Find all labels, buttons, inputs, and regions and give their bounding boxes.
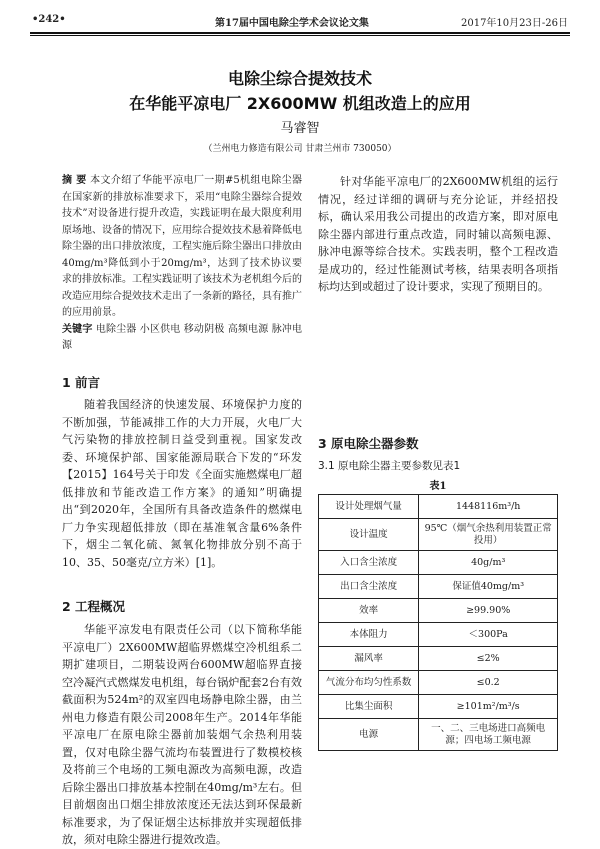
param-name-cell: 设计温度 bbox=[319, 519, 419, 551]
param-value-cell: 40g/m³ bbox=[419, 551, 558, 575]
table-row bbox=[319, 519, 558, 551]
conference-date: 2017年10月23日-26日 bbox=[460, 18, 568, 29]
param-value-cell: 一、二、三电场进口高频电源；四电场工频电源 bbox=[419, 719, 558, 751]
param-value-cell: ≥101m²/m³/s bbox=[419, 695, 558, 719]
param-value-cell: 保证值40mg/m³ bbox=[419, 575, 558, 599]
param-value-cell: ≥99.90% bbox=[419, 599, 558, 623]
param-name-cell: 出口含尘浓度 bbox=[319, 575, 419, 599]
keywords-label: 关键字 bbox=[62, 323, 93, 335]
param-value-cell: 1448116m³/h bbox=[419, 495, 558, 519]
table-row bbox=[319, 623, 558, 647]
table-row bbox=[319, 719, 558, 751]
journal-title: 第17届中国电除尘学术会议论文集 bbox=[215, 18, 369, 29]
section-2-paragraph: 华能平凉发电有限责任公司（以下简称华能平凉电厂）2X600MW超临界燃煤空冷机组系二期扩建项目，二期装设两台600MW超临界直接空冷凝汽式燃煤发电机组，每台锅炉配套2台有效截面积为524m²的双室四电场静电除尘器，由兰州电力修造有限公司2008年生产。2014年华能平凉电厂在原电除尘器前加装烟气余热利用装置，仅对电除尘器气流均布装置进行了数模校核及将前三个电场的工频电源改为高频电源，改造后除尘器出口排放基本控制在40mg/m³左右。但目前烟囱出口烟尘排放浓度还无法达到环保最新标准要求，为了保证烟尘达标排放并实现超低排放，须对电除尘器进行提效改造。 bbox=[62, 623, 302, 846]
header-rule bbox=[30, 32, 570, 34]
param-value-cell: 95℃（烟气余热利用装置正常投用） bbox=[419, 519, 558, 551]
param-name-cell: 比集尘面积 bbox=[319, 695, 419, 719]
param-name-cell: 本体阻力 bbox=[319, 623, 419, 647]
param-name-cell: 气流分布均匀性系数 bbox=[319, 671, 419, 695]
table-row bbox=[319, 647, 558, 671]
table-row bbox=[319, 495, 558, 519]
section-2-body-left bbox=[62, 621, 302, 846]
section-2-paragraph-2: 针对华能平凉电厂的2X600MW机组的运行情况，经过详细的调研与充分论证，并经招投标，确认采用我公司提出的改造方案，即对原电除尘器内部进行重点改造，同时辅以高频电源、脉冲电源等综合技术。实践表明，整个工程改造是成功的，经过性能测试考核，结果表明各项指标均达到或超过了设计要求，实现了预期目的。 bbox=[318, 175, 558, 293]
param-name-cell: 设计处理烟气量 bbox=[319, 495, 419, 519]
section-1-body bbox=[62, 396, 302, 571]
section-2-body-right bbox=[318, 173, 558, 296]
param-value-cell: ＜300Pa bbox=[419, 623, 558, 647]
section-1-paragraph: 随着我国经济的快速发展、环境保护力度的不断加强，节能减排工作的大力开展，火电厂大气污染物的排放控制日益受到重视。国家发改委、环境保护部、国家能源局联合下发的“环发【2015】164号关于印发《全面实施燃煤电厂超低排放和节能改造工作方案》的通知”明确提出“到2020年，全国所有具备改造条件的燃煤电厂力争实现超低排放（即在基准氧含量6%条件下，烟尘二氧化硫、氮氧化物排放分别不高于10、35、50毫克/立方米）[1]。 bbox=[62, 398, 302, 569]
param-value-cell: ≤0.2 bbox=[419, 671, 558, 695]
section-1-title: 1 前言 bbox=[62, 375, 101, 390]
param-name-cell: 漏风率 bbox=[319, 647, 419, 671]
param-name-cell: 电源 bbox=[319, 719, 419, 751]
table-caption: 表1 bbox=[429, 481, 447, 492]
table-row bbox=[319, 695, 558, 719]
article-title-line2: 在华能平凉电厂 2X600MW 机组改造上的应用 bbox=[129, 94, 471, 113]
table-row bbox=[319, 575, 558, 599]
article-title-line1: 电除尘综合提效技术 bbox=[227, 69, 372, 88]
param-name-cell: 效率 bbox=[319, 599, 419, 623]
table-1 bbox=[318, 494, 558, 751]
table-row bbox=[319, 671, 558, 695]
abstract bbox=[62, 173, 302, 355]
header-rule-thin bbox=[30, 35, 570, 36]
author: 马睿智 bbox=[280, 121, 320, 136]
section-2-title: 2 工程概况 bbox=[62, 599, 126, 614]
section-3-title: 3 原电除尘器参数 bbox=[318, 436, 419, 451]
page-number: •242• bbox=[32, 14, 66, 25]
table-1-body bbox=[319, 495, 558, 751]
keywords: 电除尘器 小区供电 移动阴极 高频电源 脉冲电源 bbox=[62, 323, 303, 351]
affiliation: （兰州电力修造有限公司 甘肃兰州市 730050） bbox=[203, 144, 397, 154]
param-name-cell: 入口含尘浓度 bbox=[319, 551, 419, 575]
abstract-label: 摘 要 bbox=[62, 175, 87, 186]
table-row bbox=[319, 551, 558, 575]
abstract-text: 本文介绍了华能平凉电厂一期#5机组电除尘器在国家新的排放标准要求下，采用“电除尘器综合提效技术”对设备进行提升改造，实践证明在最大限度利用原场地、设备的情况下，应用综合提效技术悬着降低电除尘器的出口排放浓度，工程实施后除尘器出口排放由40mg/m³降低到小于20mg/m³，达到了技术协议要求的排放标准。工程实践证明了该技术为老机组今后的改造应用综合提效技术走出了一条新的路径，具有推广的应用前景。 bbox=[62, 175, 302, 318]
table-row bbox=[319, 599, 558, 623]
param-value-cell: ≤2% bbox=[419, 647, 558, 671]
section-3-1-title: 3.1 原电除尘器主要参数见表1 bbox=[318, 460, 461, 472]
